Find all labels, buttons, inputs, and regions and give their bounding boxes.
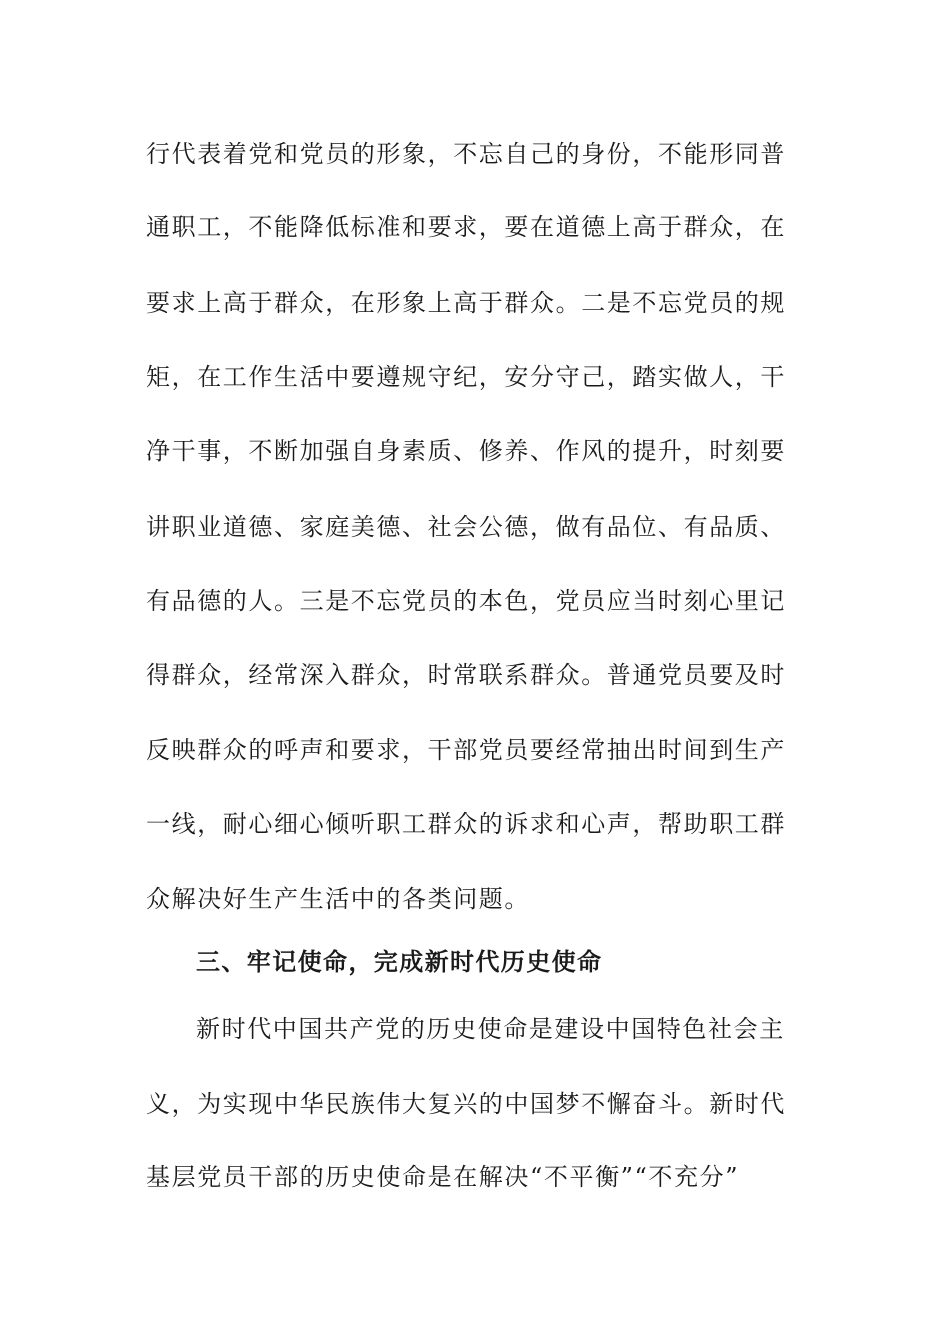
- paragraph-line: 行代表着党和党员的形象，不忘自己的身份，不能形同普: [146, 140, 786, 168]
- paragraph-line: 矩，在工作生活中要遵规守纪，安分守己，踏实做人，干: [146, 363, 786, 391]
- paragraph-line: 义，为实现中华民族伟大复兴的中国梦不懈奋斗。新时代: [146, 1090, 786, 1118]
- paragraph-line: 讲职业道德、家庭美德、社会公德，做有品位、有品质、: [146, 513, 786, 541]
- paragraph-line: 新时代中国共产党的历史使命是建设中国特色社会主: [196, 1015, 785, 1043]
- paragraph-line: 得群众，经常深入群众，时常联系群众。普通党员要及时: [146, 661, 786, 689]
- paragraph-line: 反映群众的呼声和要求，干部党员要经常抽出时间到生产: [146, 736, 786, 764]
- paragraph-line: 众解决好生产生活中的各类问题。: [146, 885, 530, 913]
- paragraph-line: 通职工，不能降低标准和要求，要在道德上高于群众，在: [146, 213, 786, 241]
- paragraph-line: 基层党员干部的历史使命是在解决“不平衡”“不充分”: [146, 1163, 740, 1191]
- section-heading: 三、牢记使命，完成新时代历史使命: [196, 947, 603, 976]
- paragraph-line: 有品德的人。三是不忘党员的本色，党员应当时刻心里记: [146, 587, 786, 615]
- paragraph-line: 要求上高于群众，在形象上高于群众。二是不忘党员的规: [146, 289, 786, 317]
- paragraph-line: 净干事，不断加强自身素质、修养、作风的提升，时刻要: [146, 437, 786, 465]
- paragraph-line: 一线，耐心细心倾听职工群众的诉求和心声，帮助职工群: [146, 810, 786, 838]
